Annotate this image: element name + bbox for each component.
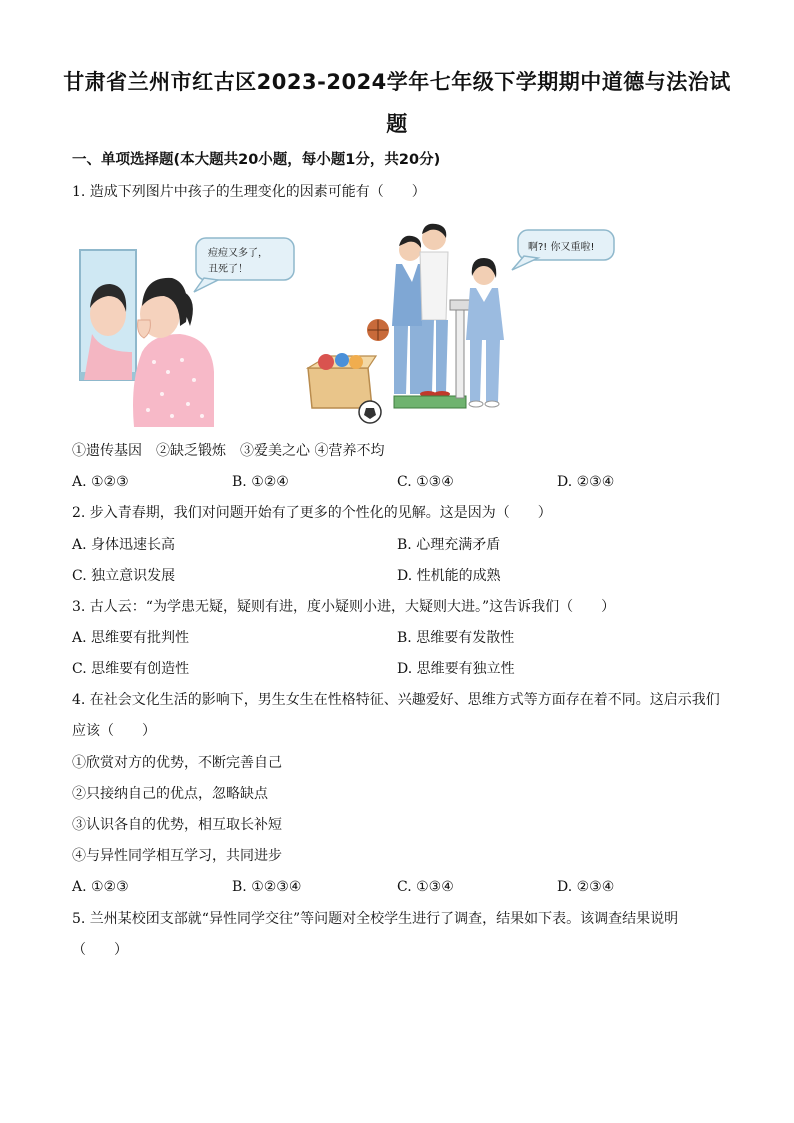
q2-stem: 2. 步入青春期，我们对问题开始有了更多的个性化的见解。这是因为（ ）	[72, 505, 552, 521]
left-bubble-line1: 痘痘又多了，	[208, 248, 268, 259]
girl-mirror-illustration	[80, 250, 214, 427]
q2-option-d: D. 性机能的成熟	[397, 568, 501, 584]
left-speech-bubble	[194, 238, 294, 292]
q4-option-c: C. ①③④	[397, 879, 454, 895]
q2-option-b: B. 心理充满矛盾	[397, 537, 501, 553]
q3-option-a: A. 思维要有批判性	[72, 630, 190, 646]
right-bubble-text: 啊?! 你又重啦!	[528, 242, 595, 253]
q4-option-d: D. ②③④	[557, 879, 615, 895]
q3-stem: 3. 古人云：“为学患无疑，疑则有进，度小疑则小进，大疑则大进。”这告诉我们（ ）	[72, 599, 616, 615]
q3-option-d: D. 思维要有独立性	[397, 661, 515, 677]
exam-title-line1: 甘肃省兰州市红古区2023-2024学年七年级下学期期中道德与法治试	[63, 70, 731, 94]
q1-option-a: A. ①②③	[72, 474, 129, 490]
q3-option-c: C. 思维要有创造性	[72, 661, 190, 677]
q1-illustration	[72, 222, 632, 430]
q4-statement-4: ④与异性同学相互学习，共同进步	[72, 848, 282, 864]
q3-option-b: B. 思维要有发散性	[397, 630, 515, 646]
q4-option-b: B. ①②③④	[232, 879, 302, 895]
q4-statement-3: ③认识各自的优势，相互取长补短	[72, 817, 282, 833]
q1-option-c: C. ①③④	[397, 474, 454, 490]
q4-statement-1: ①欣赏对方的优势，不断完善自己	[72, 755, 282, 771]
right-speech-bubble	[512, 230, 614, 270]
q5-stem-line1: 5. 兰州某校团支部就“异性同学交往”等问题对全校学生进行了调查，结果如下表。该调查结果说明	[72, 911, 679, 927]
q1-stem: 1. 造成下列图片中孩子的生理变化的因素可能有（ ）	[72, 184, 426, 200]
section-heading: 一、单项选择题(本大题共20小题，每小题1分，共20分)	[72, 152, 441, 168]
students-scale-illustration	[308, 224, 504, 423]
q1-statements: ①遗传基因 ②缺乏锻炼 ③爱美之心 ④营养不均	[72, 443, 385, 459]
q2-option-a: A. 身体迅速长高	[72, 537, 176, 553]
q4-option-a: A. ①②③	[72, 879, 129, 895]
q1-option-b: B. ①②④	[232, 474, 289, 490]
q4-statement-2: ②只接纳自己的优点，忽略缺点	[72, 786, 268, 802]
left-bubble-line2: 丑死了！	[208, 264, 248, 275]
q4-stem-line1: 4. 在社会文化生活的影响下，男生女生在性格特征、兴趣爱好、思维方式等方面存在着不同。这启示我们	[72, 692, 720, 708]
q5-stem-line2: （ ）	[72, 942, 128, 958]
exam-title-line2: 题	[386, 112, 408, 136]
q4-stem-line2: 应该（ ）	[72, 723, 156, 739]
q1-option-d: D. ②③④	[557, 474, 615, 490]
q2-option-c: C. 独立意识发展	[72, 568, 176, 584]
